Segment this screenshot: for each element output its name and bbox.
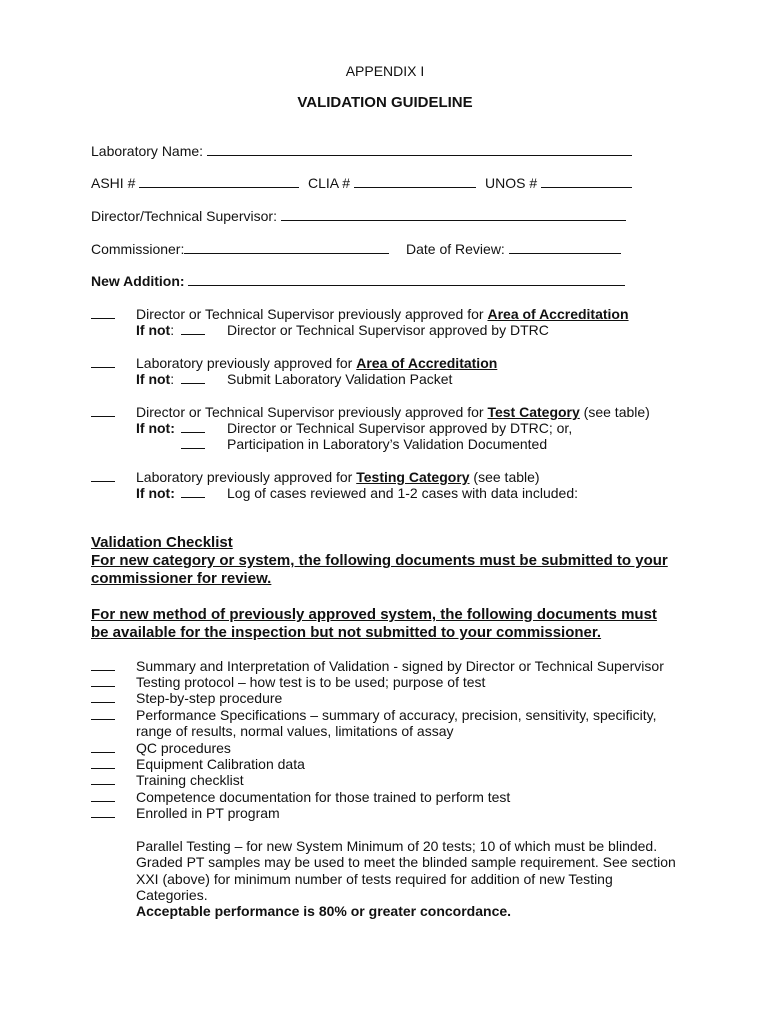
new-method-line-1: For new method of previously approved system, the following documents must	[91, 606, 657, 623]
approval-3-ifnot	[136, 420, 175, 436]
checklist-item: Equipment Calibration data	[136, 756, 305, 772]
approval-1-ifnot-label: If not	[136, 322, 171, 338]
director-blank[interactable]	[281, 208, 626, 221]
approval-1-option-1: Director or Technical Supervisor approved by DTRC	[227, 322, 549, 338]
page-title: VALIDATION GUIDELINE	[297, 94, 473, 111]
checklist-checkbox-7[interactable]	[91, 772, 115, 785]
approval-4-text	[136, 469, 540, 485]
approval-4-prefix: Laboratory previously approved for	[136, 469, 357, 485]
checklist-item: Enrolled in PT program	[136, 805, 280, 821]
ashi-blank[interactable]	[139, 175, 299, 188]
unos-blank[interactable]	[541, 175, 632, 188]
approval-3-option-1: Director or Technical Supervisor approved by DTRC; or,	[227, 420, 573, 436]
parallel-line-4: Categories.	[136, 887, 208, 903]
approval-3-prefix: Director or Technical Supervisor previously approved for	[136, 404, 488, 420]
new-addition-blank[interactable]	[188, 273, 625, 286]
checklist-item: Competence documentation for those trained to perform test	[136, 789, 511, 805]
approval-3-text	[136, 404, 650, 420]
approval-3-option-2: Participation in Laboratory’s Validation Documented	[227, 436, 548, 452]
approval-2-colon: :	[170, 371, 175, 387]
checklist-checkbox-6[interactable]	[91, 756, 115, 769]
lab-name-blank[interactable]	[207, 143, 632, 156]
approval-1-prefix: Director or Technical Supervisor previously approved for	[136, 306, 488, 322]
checklist-item-continuation: range of results, normal values, limitations of assay	[136, 723, 454, 739]
checklist-checkbox-3[interactable]	[91, 690, 115, 703]
approval-2-checkbox[interactable]	[91, 355, 115, 368]
parallel-line-2: Graded PT samples may be used to meet the blinded sample requirement. See section	[136, 854, 676, 870]
commissioner-label: Commissioner:	[91, 241, 185, 257]
unos-label: UNOS #	[485, 175, 538, 191]
lab-name-label: Laboratory Name:	[91, 143, 204, 159]
checklist-checkbox-8[interactable]	[91, 789, 115, 802]
ashi-label: ASHI #	[91, 175, 136, 191]
approval-4-emphasis: Testing Category	[356, 469, 470, 485]
checklist-checkbox-2[interactable]	[91, 674, 115, 687]
checklist-item: Summary and Interpretation of Validation - signed by Director or Technical Supervisor	[136, 658, 664, 674]
approval-4-ifnot	[136, 485, 175, 501]
ashi-field[interactable]	[91, 175, 299, 191]
date-review-blank[interactable]	[509, 241, 621, 254]
checklist-item: Testing protocol – how test is to be used; purpose of test	[136, 674, 486, 690]
new-addition-label: New Addition:	[91, 273, 185, 289]
approval-2-text	[136, 355, 497, 371]
approval-1-checkbox[interactable]	[91, 306, 115, 319]
appendix-label: APPENDIX I	[345, 63, 425, 79]
checklist-checkbox-4[interactable]	[91, 707, 115, 720]
commissioner-blank[interactable]	[184, 241, 389, 254]
approval-4-checkbox[interactable]	[91, 469, 115, 482]
checklist-checkbox-1[interactable]	[91, 658, 115, 671]
new-category-line-1: For new category or system, the following documents must be submitted to your	[91, 552, 668, 569]
approval-2-ifnot-label: If not	[136, 371, 171, 387]
parallel-line-3: XXI (above) for minimum number of tests required for addition of new Testing	[136, 871, 613, 887]
approval-3-option-2-checkbox[interactable]	[181, 436, 205, 449]
approval-2-option-1: Submit Laboratory Validation Packet	[227, 371, 453, 387]
approval-1-ifnot	[136, 322, 174, 338]
checklist-item: Training checklist	[136, 772, 244, 788]
lab-name-field[interactable]	[91, 143, 632, 159]
commissioner-field[interactable]	[91, 241, 389, 257]
approval-2-ifnot	[136, 371, 174, 387]
director-field[interactable]	[91, 208, 626, 224]
date-review-field[interactable]	[406, 241, 621, 257]
approval-1-text	[136, 306, 629, 322]
approval-2-emphasis: Area of Accreditation	[356, 355, 498, 371]
checklist-heading: Validation Checklist	[91, 534, 233, 551]
clia-field[interactable]	[308, 175, 476, 191]
approval-3-suffix: (see table)	[579, 404, 650, 420]
approval-3-checkbox[interactable]	[91, 404, 115, 417]
checklist-item: Step-by-step procedure	[136, 690, 283, 706]
checklist-item: Performance Specifications – summary of accuracy, precision, sensitivity, specificity,	[136, 707, 657, 723]
approval-4-ifnot-label: If not:	[136, 485, 175, 501]
approval-3-ifnot-checkbox[interactable]	[181, 420, 205, 433]
date-review-label: Date of Review:	[406, 241, 505, 257]
parallel-line-1: Parallel Testing – for new System Minimum of 20 tests; 10 of which must be blinded.	[136, 838, 658, 854]
director-label: Director/Technical Supervisor:	[91, 208, 277, 224]
clia-label: CLIA #	[308, 175, 351, 191]
new-addition-field[interactable]	[91, 273, 625, 289]
approval-1-emphasis: Area of Accreditation	[487, 306, 629, 322]
approval-2-ifnot-checkbox[interactable]	[181, 371, 205, 384]
approval-4-ifnot-checkbox[interactable]	[181, 485, 205, 498]
approval-2-prefix: Laboratory previously approved for	[136, 355, 357, 371]
checklist-checkbox-5[interactable]	[91, 740, 115, 753]
approval-1-colon: :	[170, 322, 175, 338]
clia-blank[interactable]	[354, 175, 476, 188]
new-category-line-2: commissioner for review.	[91, 570, 272, 587]
approval-1-ifnot-checkbox[interactable]	[181, 322, 205, 335]
approval-4-option-1: Log of cases reviewed and 1-2 cases with data included:	[227, 485, 578, 501]
acceptable-performance: Acceptable performance is 80% or greater concordance.	[136, 903, 512, 919]
approval-4-suffix: (see table)	[469, 469, 540, 485]
checklist-checkbox-9[interactable]	[91, 805, 115, 818]
unos-field[interactable]	[485, 175, 632, 191]
new-method-line-2: be available for the inspection but not submitted to your commissioner.	[91, 624, 602, 641]
approval-3-emphasis: Test Category	[487, 404, 580, 420]
checklist-item: QC procedures	[136, 740, 231, 756]
approval-3-ifnot-label: If not:	[136, 420, 175, 436]
